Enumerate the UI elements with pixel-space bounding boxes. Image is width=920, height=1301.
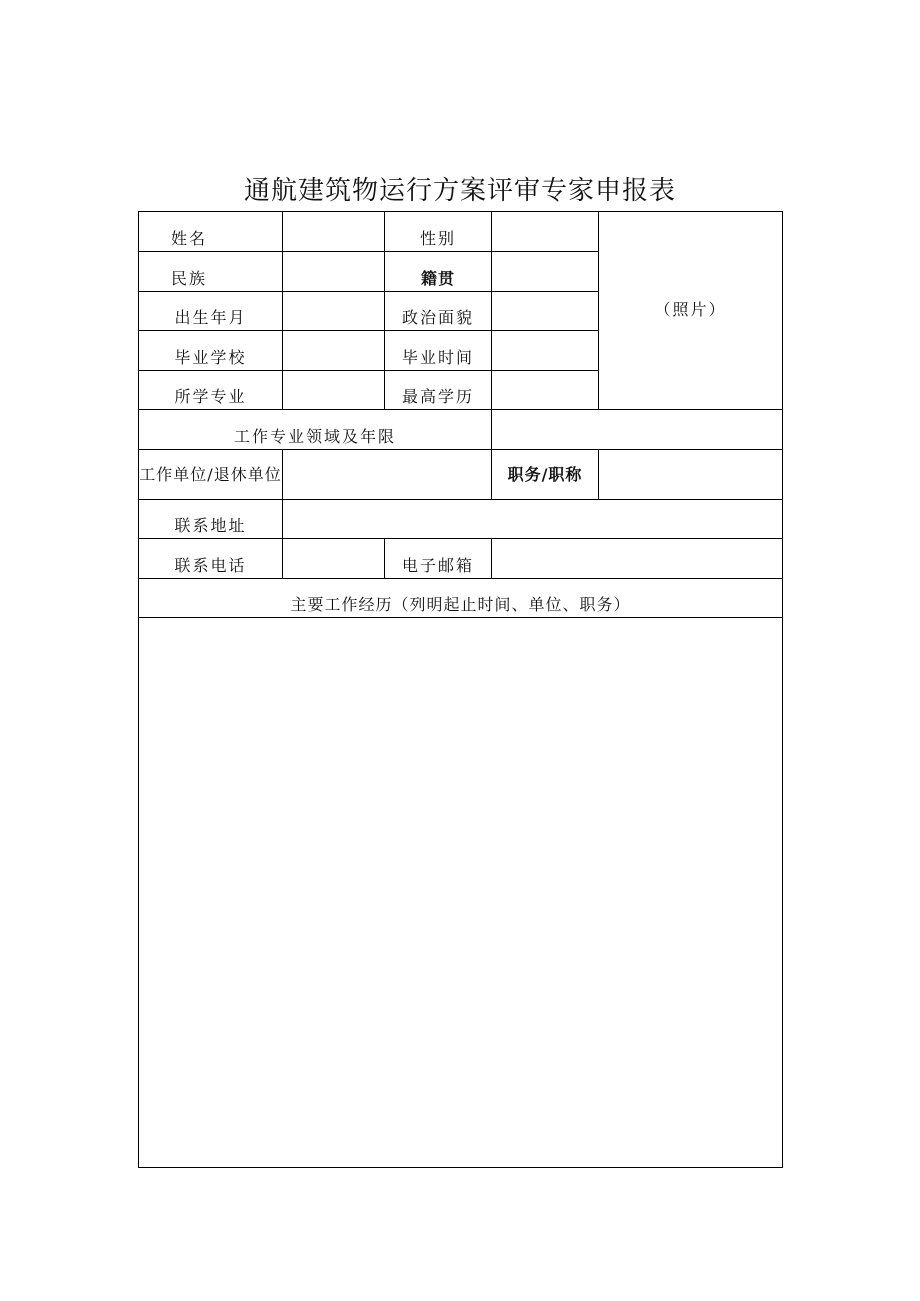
application-form-table (138, 211, 783, 1168)
work-unit-label: 工作单位/退休单位 (139, 450, 283, 500)
phone-label: 联系电话 (139, 539, 283, 579)
email-label: 电子邮箱 (385, 539, 492, 579)
ethnicity-value[interactable] (283, 252, 385, 292)
major-value[interactable] (283, 371, 385, 410)
form-title: 通航建筑物运行方案评审专家申报表 (243, 176, 676, 206)
position-value[interactable] (599, 450, 783, 500)
gender-value[interactable] (492, 212, 599, 252)
education-value[interactable] (492, 371, 599, 410)
photo-box[interactable] (599, 212, 783, 410)
photo-label: （照片） (654, 300, 727, 319)
work-history-label: 主要工作经历（列明起止时间、单位、职务） (139, 579, 783, 618)
grad-time-value[interactable] (492, 331, 599, 371)
gender-label: 性别 (385, 212, 492, 252)
school-value[interactable] (283, 331, 385, 371)
grad-time-label: 毕业时间 (385, 331, 492, 371)
field-years-value[interactable] (492, 410, 783, 450)
native-place-value[interactable] (492, 252, 599, 292)
work-history-value[interactable] (139, 618, 783, 1168)
political-value[interactable] (492, 292, 599, 331)
field-years-label: 工作专业领域及年限 (139, 410, 492, 450)
position-label: 职务/职称 (492, 450, 599, 500)
birth-value[interactable] (283, 292, 385, 331)
work-unit-value[interactable] (283, 450, 492, 500)
education-label: 最高学历 (385, 371, 492, 410)
major-label: 所学专业 (139, 371, 283, 410)
email-value[interactable] (492, 539, 783, 579)
political-label: 政治面貌 (385, 292, 492, 331)
address-value[interactable] (283, 500, 783, 539)
birth-label: 出生年月 (139, 292, 283, 331)
address-label: 联系地址 (139, 500, 283, 539)
ethnicity-label: 民族 (139, 252, 283, 292)
school-label: 毕业学校 (139, 331, 283, 371)
native-place-label: 籍贯 (385, 252, 492, 292)
name-value[interactable] (283, 212, 385, 252)
name-label: 姓名 (139, 212, 283, 252)
phone-value[interactable] (283, 539, 385, 579)
